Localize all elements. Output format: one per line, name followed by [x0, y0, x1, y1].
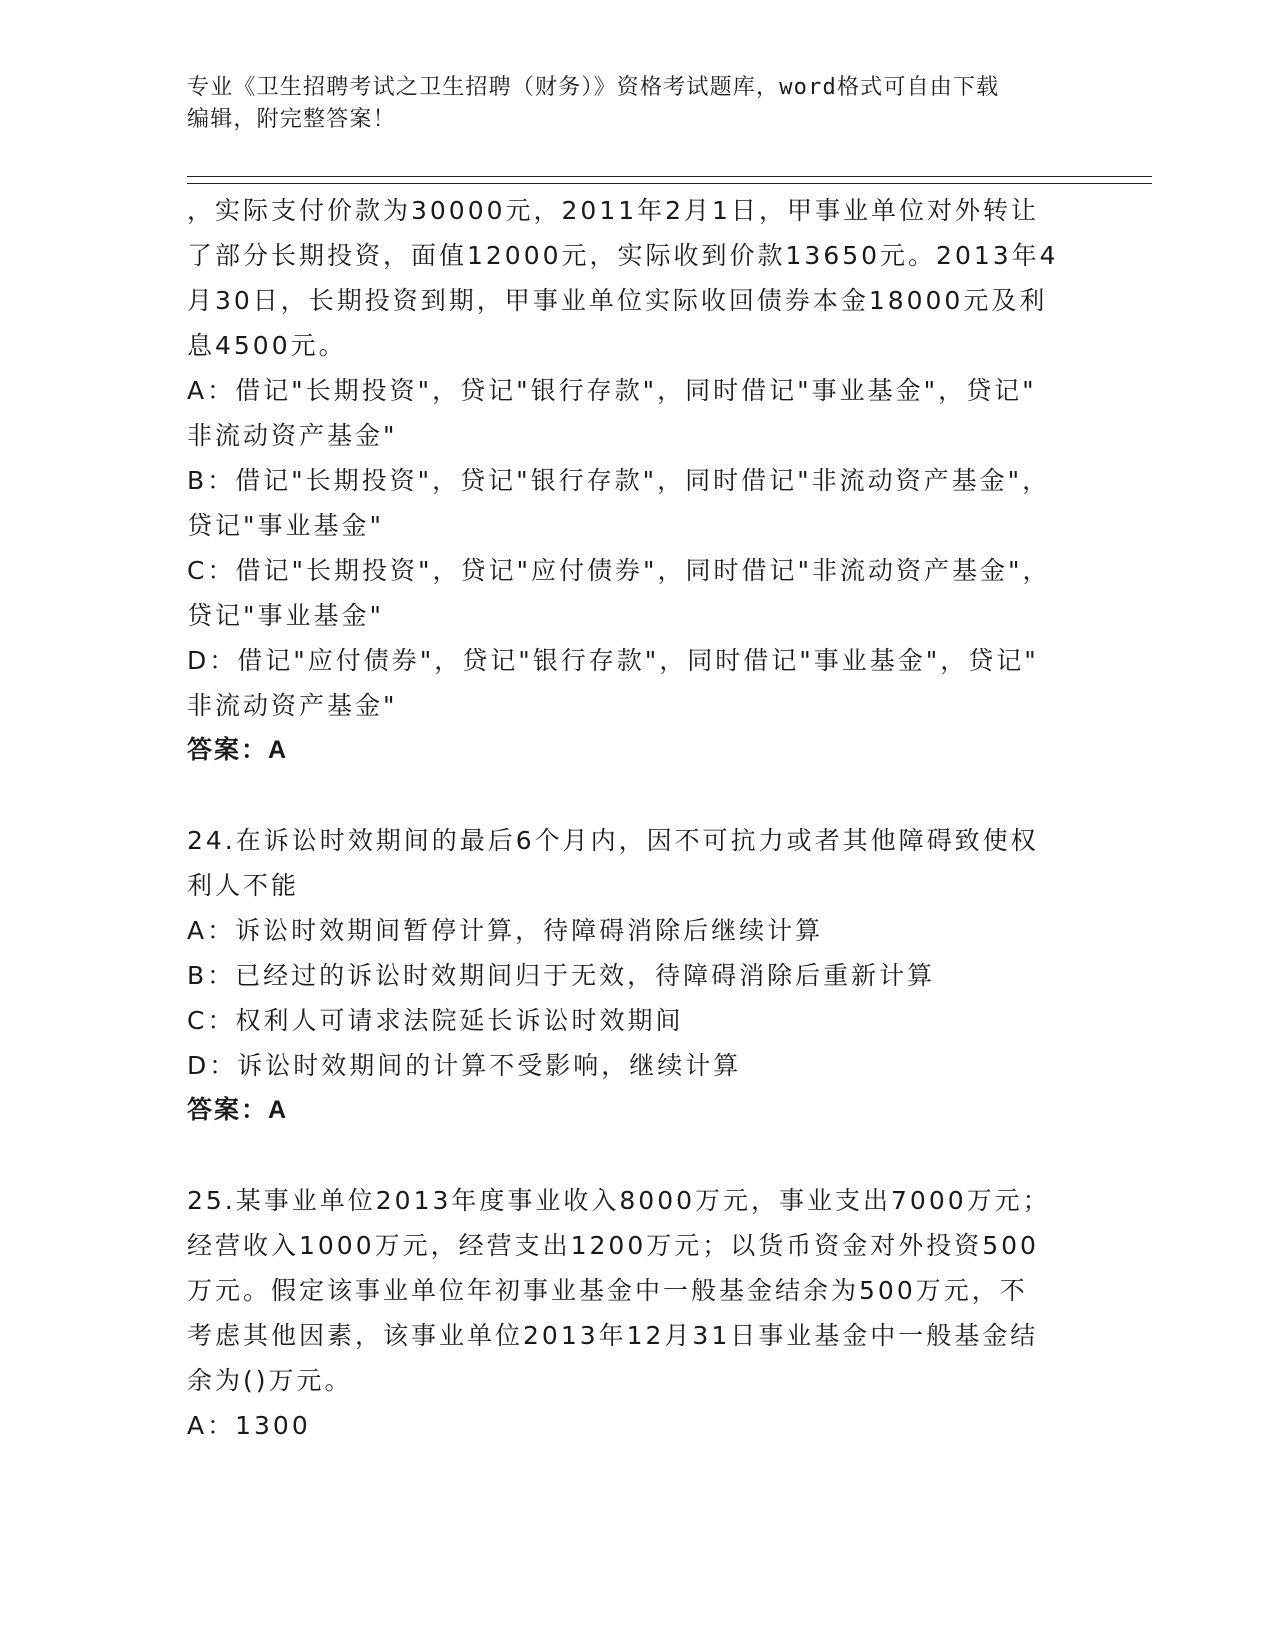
question-stem-line: 息4500元。 — [187, 331, 347, 360]
question-stem-line: 考虑其他因素，该事业单位2013年12月31日事业基金中一般基金结 — [187, 1321, 1039, 1350]
question-stem-line: 利人不能 — [187, 871, 300, 900]
option-c-continued: 贷记"事业基金" — [187, 601, 384, 630]
option-a: A：借记"长期投资"，贷记"银行存款"，同时借记"事业基金"，贷记" — [187, 376, 1037, 405]
question-spacer — [187, 773, 1067, 818]
document-body — [187, 188, 1067, 1448]
question-stem-line: 经营收入1000万元，经营支出1200万元；以货币资金对外投资500 — [187, 1231, 1039, 1260]
header-title-line1: 专业《卫生招聘考试之卫生招聘（财务）》资格考试题库，word格式可自由下载 — [187, 75, 1000, 100]
answer-label: 答案：A — [187, 736, 289, 764]
question-stem-line: 了部分长期投资，面值12000元，实际收到价款13650元。2013年4 — [187, 241, 1059, 270]
question-stem-line: 月30日，长期投资到期，甲事业单位实际收回债券本金18000元及利 — [187, 286, 1048, 315]
option-d-continued: 非流动资产基金" — [187, 691, 398, 720]
option-a-continued: 非流动资产基金" — [187, 421, 398, 450]
question-24 — [187, 818, 1067, 1133]
question-stem-line: 25.某事业单位2013年度事业收入8000万元，事业支出7000万元； — [187, 1186, 1051, 1215]
document-header — [187, 72, 1067, 136]
option-b-continued: 贷记"事业基金" — [187, 511, 384, 540]
option-b: B：已经过的诉讼时效期间归于无效，待障碍消除后重新计算 — [187, 961, 936, 990]
question-spacer — [187, 1133, 1067, 1178]
question-stem-line: ，实际支付价款为30000元，2011年2月1日，甲事业单位对外转让 — [187, 196, 1039, 225]
question-25 — [187, 1178, 1067, 1448]
option-a: A：1300 — [187, 1411, 311, 1440]
option-d: D：诉讼时效期间的计算不受影响，继续计算 — [187, 1051, 742, 1080]
question-stem-line: 24.在诉讼时效期间的最后6个月内，因不可抗力或者其他障碍致使权 — [187, 826, 1039, 855]
answer-label: 答案：A — [187, 1096, 289, 1124]
option-c: C：权利人可请求法院延长诉讼时效期间 — [187, 1006, 684, 1035]
header-divider — [187, 176, 1152, 184]
header-title-line2: 编辑，附完整答案！ — [187, 107, 396, 132]
question-stem-line: 万元。假定该事业单位年初事业基金中一般基金结余为500万元，不 — [187, 1276, 1028, 1305]
option-d: D：借记"应付债券"，贷记"银行存款"，同时借记"事业基金"，贷记" — [187, 646, 1039, 675]
option-c: C：借记"长期投资"，贷记"应付债券"，同时借记"非流动资产基金"， — [187, 556, 1051, 585]
question-23 — [187, 188, 1067, 773]
question-stem-line: 余为()万元。 — [187, 1366, 353, 1395]
option-b: B：借记"长期投资"，贷记"银行存款"，同时借记"非流动资产基金"， — [187, 466, 1051, 495]
option-a: A：诉讼时效期间暂停计算，待障碍消除后继续计算 — [187, 916, 824, 945]
